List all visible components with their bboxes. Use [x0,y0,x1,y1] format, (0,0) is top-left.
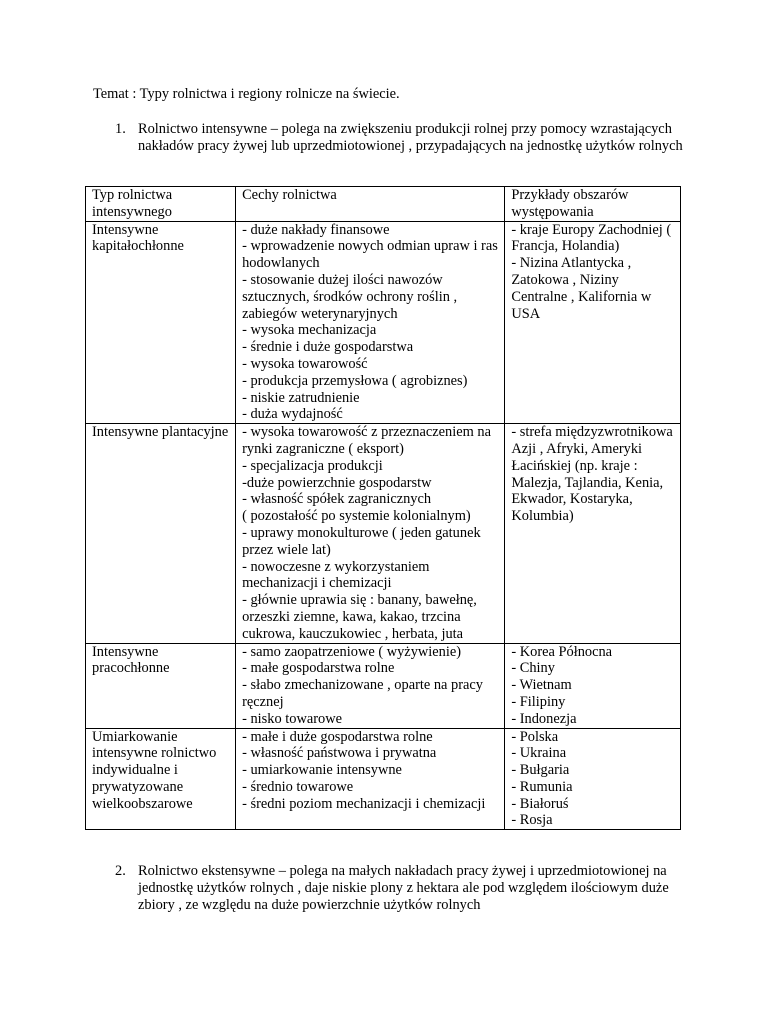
examples-cell [505,643,681,728]
feature-line: - wysoka mechanizacja [242,322,377,339]
feature-line: - małe gospodarstwa rolne [242,660,395,677]
feature-line: - stosowanie dużej ilości nawozów sztucznych, środków ochrony roślin , zabiegów weterynaryjnych [242,271,461,322]
list-number: 1. [115,121,126,137]
feature-line: - duże nakłady finansowe [242,221,390,238]
example-line: - Białoruś [511,795,569,812]
feature-line: - wprowadzenie nowych odmian upraw i ras hodowlanych [242,238,502,272]
list-text: Rolnictwo ekstensywne – polega na małych nakładach pracy żywej i uprzedmiotowionej na jednostkę użytków rolnych , daje niskie plony z hektara ale pod względem ilościowym duże zbiory , ze względu na duże powierzchnie użytków rolnych [138,863,669,913]
table-row [86,643,681,728]
list-text: Rolnictwo intensywne – polega na zwiększeniu produkcji rolnej przy pomocy wzrastających nakładów pracy żywej lub uprzedmiotowionej , przypadających na jednostkę użytków rolnych [138,121,683,154]
header-cell-type: Typ rolnictwa intensywnego [86,187,236,222]
example-line: - strefa międzyzwrotnikowa Azji , Afryki, Ameryki Łacińskiej (np. kraje : Malezja, Tajlandia, Kenia, Ekwador, Kostaryka, Kolumbia) [511,424,676,525]
header-cell-features: Cechy rolnictwa [236,187,505,222]
features-cell [236,643,505,728]
features-cell [236,728,505,830]
example-line: - Rosja [511,812,553,829]
type-cell: Umiarkowanie intensywne rolnictwo indywidualne i prywatyzowane wielkoobszarowe [86,728,236,830]
agriculture-types-table [85,186,681,830]
feature-line: - małe i duże gospodarstwa rolne [242,728,433,745]
example-line: - Polska [511,728,559,745]
feature-line: - samo zaopatrzeniowe ( wyżywienie) [242,643,462,660]
feature-line: - średnie i duże gospodarstwa [242,339,414,356]
features-cell [236,424,505,643]
feature-line: - wysoka towarowość [242,355,368,372]
feature-line: - uprawy monokulturowe ( jeden gatunek przez wiele lat) [242,524,485,558]
type-cell: Intensywne kapitałochłonne [86,221,236,424]
feature-line: - słabo zmechanizowane , oparte na pracy ręcznej [242,677,487,710]
feature-line: - średni poziom mechanizacji i chemizacji [242,795,486,812]
list-item-2 [93,863,693,913]
feature-line: - produkcja przemysłowa ( agrobiznes) [242,372,468,389]
list-number: 2. [115,863,126,879]
list-item-1 [93,121,693,155]
feature-line: - średnio towarowe [242,778,354,795]
features-cell [236,221,505,424]
example-line: - Chiny [511,660,555,677]
example-line: - Rumunia [511,778,573,795]
feature-line: - niskie zatrudnienie [242,389,360,406]
feature-line: - specjalizacja produkcji [242,457,383,474]
example-line: - Ukraina [511,745,567,762]
example-line: - Nizina Atlantycka , Zatokowa , Niziny Centralne , Kalifornia w USA [511,255,655,322]
header-cell-examples: Przykłady obszarów występowania [505,187,681,222]
feature-line: - własność spółek zagranicznych [242,491,432,508]
example-line: - Indonezja [511,710,577,727]
example-line: - Filipiny [511,693,566,710]
feature-line: ( pozostałość po systemie kolonialnym) [242,508,471,525]
table-row [86,728,681,830]
table-header-row [86,187,681,222]
examples-cell [505,728,681,830]
feature-line: - nowoczesne z wykorzystaniem mechanizacji i chemizacji [242,558,434,592]
type-cell: Intensywne pracochłonne [86,643,236,728]
feature-line: - duża wydajność [242,406,343,423]
example-line: - Bułgaria [511,762,570,779]
examples-cell [505,221,681,424]
feature-line: - wysoka towarowość z przeznaczeniem na rynki zagraniczne ( eksport) [242,424,495,457]
example-line: - kraje Europy Zachodniej ( Francja, Holandia) [511,221,675,255]
feature-line: - głównie uprawia się : banany, bawełnę, orzeszki ziemne, kawa, kakao, trzcina cukrowa, kauczukowiec , herbata, juta [242,592,481,642]
feature-line: - nisko towarowe [242,710,342,727]
type-cell: Intensywne plantacyjne [86,424,236,643]
example-line: - Wietnam [511,677,572,694]
table-row [86,221,681,424]
feature-line: - umiarkowanie intensywne [242,762,402,779]
examples-cell [505,424,681,643]
table-row [86,424,681,643]
feature-line: - własność państwowa i prywatna [242,745,437,762]
example-line: - Korea Północna [511,643,613,660]
feature-line: -duże powierzchnie gospodarstw [242,474,432,491]
page-title: Temat : Typy rolnictwa i regiony rolnicze na świecie. [93,86,400,102]
